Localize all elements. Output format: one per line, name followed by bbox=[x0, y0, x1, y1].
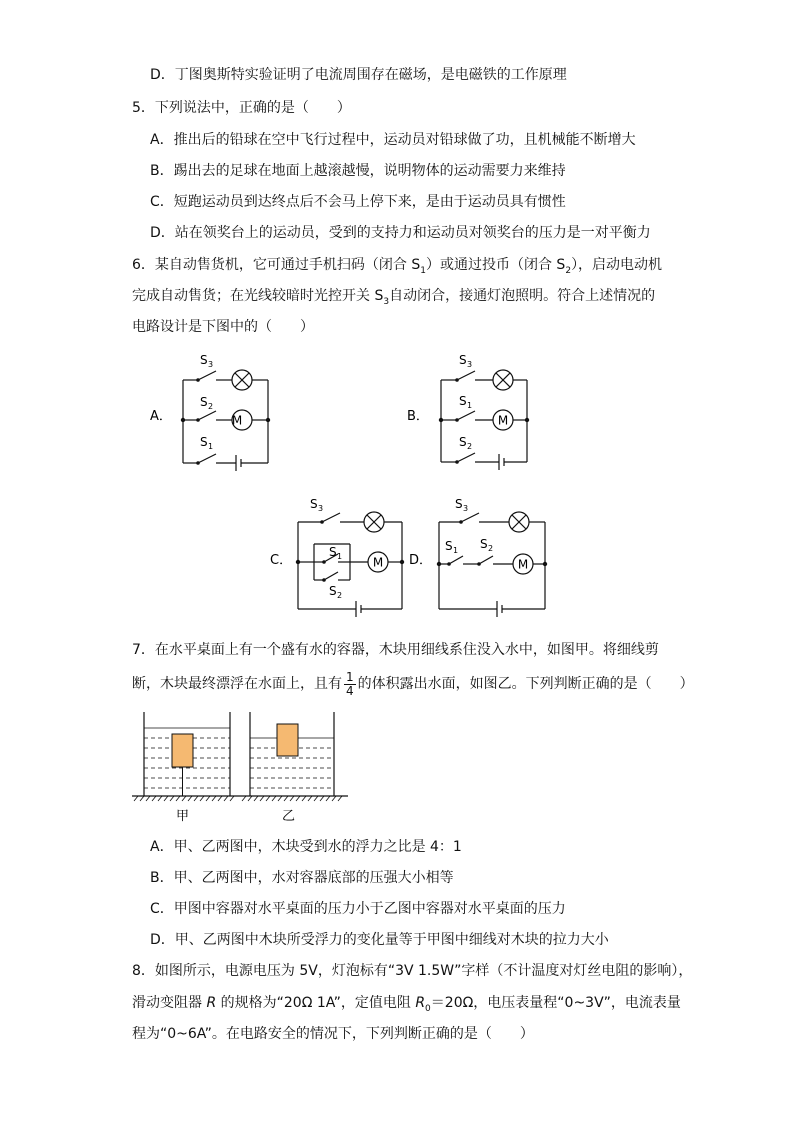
switch-label: S bbox=[200, 395, 208, 409]
switch-subscript: 1 bbox=[467, 401, 473, 410]
q7-option-b: B．甲、乙两图中，水对容器底部的压强大小相等 bbox=[150, 870, 454, 886]
switch-label: S bbox=[459, 353, 467, 367]
switch-subscript: 3 bbox=[208, 360, 214, 369]
q8-stem-line2 bbox=[132, 994, 681, 1012]
subscript: 3 bbox=[383, 296, 390, 307]
motor-label: M bbox=[372, 555, 384, 570]
motor-label: M bbox=[517, 557, 529, 572]
q7-container-figures bbox=[130, 708, 355, 826]
switch-subscript: 2 bbox=[488, 544, 494, 553]
switch-subscript: 3 bbox=[467, 360, 473, 369]
q8-stem-line1: 8．如图所示，电源电压为 5V，灯泡标有“3V 1.5W”字样（不计温度对灯丝电阻的影响）， bbox=[132, 963, 693, 979]
switch-label: S bbox=[459, 435, 467, 449]
motor-label: M bbox=[231, 413, 243, 428]
circuit-c-diagram bbox=[268, 492, 408, 617]
option-a-label: A． bbox=[150, 409, 172, 424]
switch-subscript: 1 bbox=[453, 546, 459, 555]
q6-text: ），启动电动机 bbox=[571, 257, 663, 273]
q5-option-d: D．站在领奖台上的运动员，受到的支持力和运动员对领奖台的压力是一对平衡力 bbox=[150, 225, 651, 241]
variable-r: R bbox=[206, 995, 217, 1011]
fraction-one-quarter bbox=[344, 671, 356, 698]
subscript: 1 bbox=[420, 265, 426, 276]
switch-label: S bbox=[329, 545, 337, 559]
q7-option-a: A．甲、乙两图中，木块受到水的浮力之比是 4：1 bbox=[150, 839, 462, 855]
q5-option-b: B．踢出去的足球在地面上越滚越慢，说明物体的运动需要力来维持 bbox=[150, 163, 566, 179]
switch-label: S bbox=[480, 537, 488, 551]
q7-option-c: C．甲图中容器对水平桌面的压力小于乙图中容器对水平桌面的压力 bbox=[150, 901, 566, 917]
q5-option-a: A．推出后的铅球在空中飞行过程中，运动员对铅球做了功，且机械能不断增大 bbox=[150, 132, 636, 148]
option-d-label: D． bbox=[409, 553, 433, 568]
q5-stem: 5．下列说法中，正确的是（ ） bbox=[132, 100, 351, 116]
q5-option-c: C．短跑运动员到达终点后不会马上停下来，是由于运动员具有惯性 bbox=[150, 194, 566, 210]
figure-yi-label: 乙 bbox=[282, 809, 296, 824]
figure-jia-label: 甲 bbox=[176, 809, 190, 824]
variable-r0: R bbox=[415, 995, 426, 1011]
q7-stem-line2 bbox=[132, 670, 694, 698]
switch-subscript: 1 bbox=[337, 552, 343, 561]
q6-text: ）或通过投币（闭合 S bbox=[425, 257, 566, 273]
q8-text: 滑动变阻器 bbox=[132, 995, 207, 1011]
option-c-label: C． bbox=[270, 553, 293, 568]
switch-label: S bbox=[310, 497, 318, 511]
q7-text: 的体积露出水面，如图乙。下列判断正确的是（ ） bbox=[357, 676, 694, 692]
q6-stem-line1 bbox=[132, 256, 662, 274]
subscript: 0 bbox=[425, 1003, 431, 1014]
motor-label: M bbox=[497, 413, 509, 428]
option-b-label: B． bbox=[407, 409, 429, 424]
fraction-numerator: 1 bbox=[346, 669, 354, 684]
q8-text: 的规格为“20Ω 1A”，定值电阻 bbox=[216, 995, 416, 1011]
q8-text: ＝20Ω，电压表量程“0~3V”，电流表量 bbox=[430, 995, 681, 1011]
q6-text: 自动闭合，接通灯泡照明。符合上述情况的 bbox=[389, 288, 656, 304]
switch-subscript: 1 bbox=[208, 442, 214, 451]
switch-subscript: 3 bbox=[463, 504, 469, 513]
q8-stem-line3: 程为“0~6A”。在电路安全的情况下，下列判断正确的是（ ） bbox=[132, 1026, 534, 1042]
q4-option-d: D．丁图奥斯特实验证明了电流周围存在磁场，是电磁铁的工作原理 bbox=[150, 67, 567, 83]
switch-label: S bbox=[200, 353, 208, 367]
switch-label: S bbox=[445, 539, 453, 553]
switch-subscript: 2 bbox=[467, 442, 473, 451]
switch-subscript: 3 bbox=[318, 504, 324, 513]
subscript: 2 bbox=[565, 265, 572, 276]
switch-label: S bbox=[329, 584, 337, 598]
switch-subscript: 2 bbox=[208, 402, 214, 411]
switch-label: S bbox=[459, 394, 467, 408]
switch-subscript: 2 bbox=[337, 591, 343, 600]
q7-option-d: D．甲、乙两图中木块所受浮力的变化量等于甲图中细线对木块的拉力大小 bbox=[150, 932, 609, 948]
circuit-a-diagram bbox=[150, 348, 280, 473]
q7-stem-line1: 7．在水平桌面上有一个盛有水的容器，木块用细线系住没入水中，如图甲。将细线剪 bbox=[132, 642, 659, 658]
switch-label: S bbox=[200, 435, 208, 449]
circuit-b-diagram bbox=[405, 350, 545, 475]
q6-text: 完成自动售货；在光线较暗时光控开关 S bbox=[132, 288, 384, 304]
q6-stem-line2 bbox=[132, 287, 655, 305]
q6-text: 6．某自动售货机，它可通过手机扫码（闭合 S bbox=[132, 257, 421, 273]
q7-text: 断，木块最终漂浮在水面上，且有 bbox=[132, 676, 342, 692]
q6-stem-line3: 电路设计是下图中的（ ） bbox=[132, 319, 314, 335]
switch-label: S bbox=[455, 497, 463, 511]
circuit-d-diagram bbox=[407, 492, 552, 617]
fraction-denominator: 4 bbox=[346, 683, 354, 698]
